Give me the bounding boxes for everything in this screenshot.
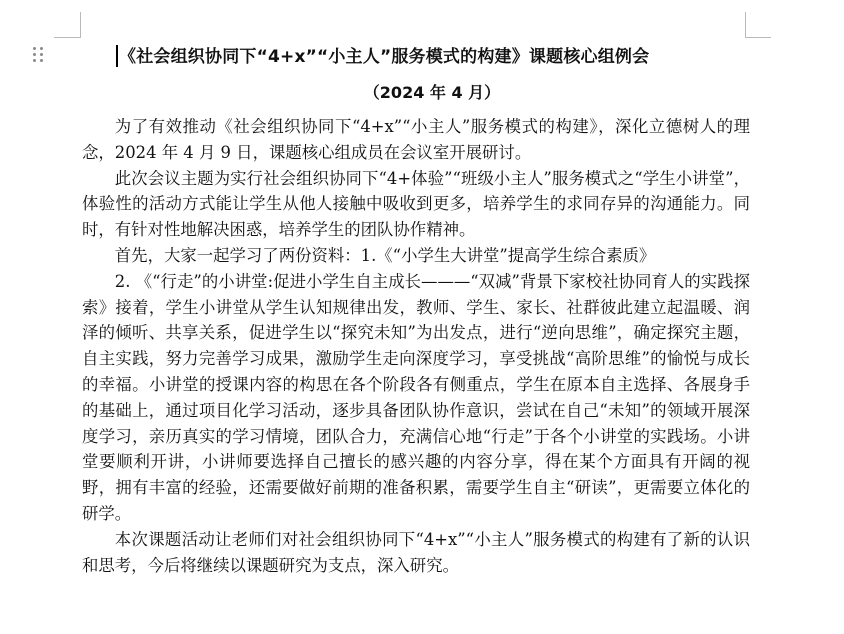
text-cursor	[116, 45, 118, 67]
paragraph[interactable]: 此次会议主题为实行社会组织协同下“4+体验”“班级小主人”服务模式之“学生小讲堂”，体验性的活动方式能让学生从他人接触中吸收到更多，培养学生的求同存异的沟通能力。同时，有针对性地解决困惑，培养学生的团队协作精神。	[82, 168, 750, 240]
paragraph[interactable]: 为了有效推动《社会组织协同下“4+x”“小主人”服务模式的构建》，深化立德树人的理念，2024 年 4 月 9 日，课题核心组成员在会议室开展研讨。	[82, 117, 750, 162]
document-title[interactable]: 《社会组织协同下“4+x”“小主人”服务模式的构建》课题核心组例会	[119, 47, 650, 67]
drag-handle-icon[interactable]	[33, 47, 45, 63]
paragraph[interactable]: 本次课题活动让老师们对社会组织协同下“4+x”“小主人”服务模式的构建有了新的认识和思考，今后将继续以课题研究为支点，深入研究。	[82, 529, 750, 575]
document-subtitle[interactable]: （2024 年 4 月）	[363, 83, 501, 102]
paragraph[interactable]: 首先，大家一起学习了两份资料：1.《“小学生大讲堂”提高学生综合素质》	[114, 245, 656, 265]
page-corner-mark-top-right	[745, 12, 746, 38]
document-body[interactable]	[82, 114, 750, 578]
page-corner-mark-top-left	[80, 12, 81, 38]
paragraph[interactable]: 2. 《“行走”的小讲堂:促进小学生自主成长———“双减”背景下家校社协同育人的实践探索》接着，学生小讲堂从学生认知规律出发，教师、学生、家长、社群彼此建立起温暖、润泽的倾听、共享关系，促进学生以“探究未知”为出发点，进行“逆向思维”，确定探究主题，自主实践，努力完善学习成果，激励学生走向深度学习，享受挑战“高阶思维”的愉悦与成长的幸福。小讲堂的授课内容的构思在各个阶段各有侧重点，学生在原本自主选择、各展身手的基础上，通过项目化学习活动，逐步具备团队协作意识，尝试在自己“未知”的领域开展深度学习，亲历真实的学习情境，团队合力，充满信心地“行走”于各个小讲堂的实践场。小讲堂要顺利开讲，小讲师要选择自己擅长的感兴趣的内容分享，得在某个方面具有开阔的视野，拥有丰富的经验，还需要做好前期的准备积累，需要学生自主“研读”，更需要立体化的研学。	[82, 271, 750, 523]
page-corner-mark-top-right	[745, 37, 771, 38]
page-corner-mark-top-left	[54, 37, 80, 38]
